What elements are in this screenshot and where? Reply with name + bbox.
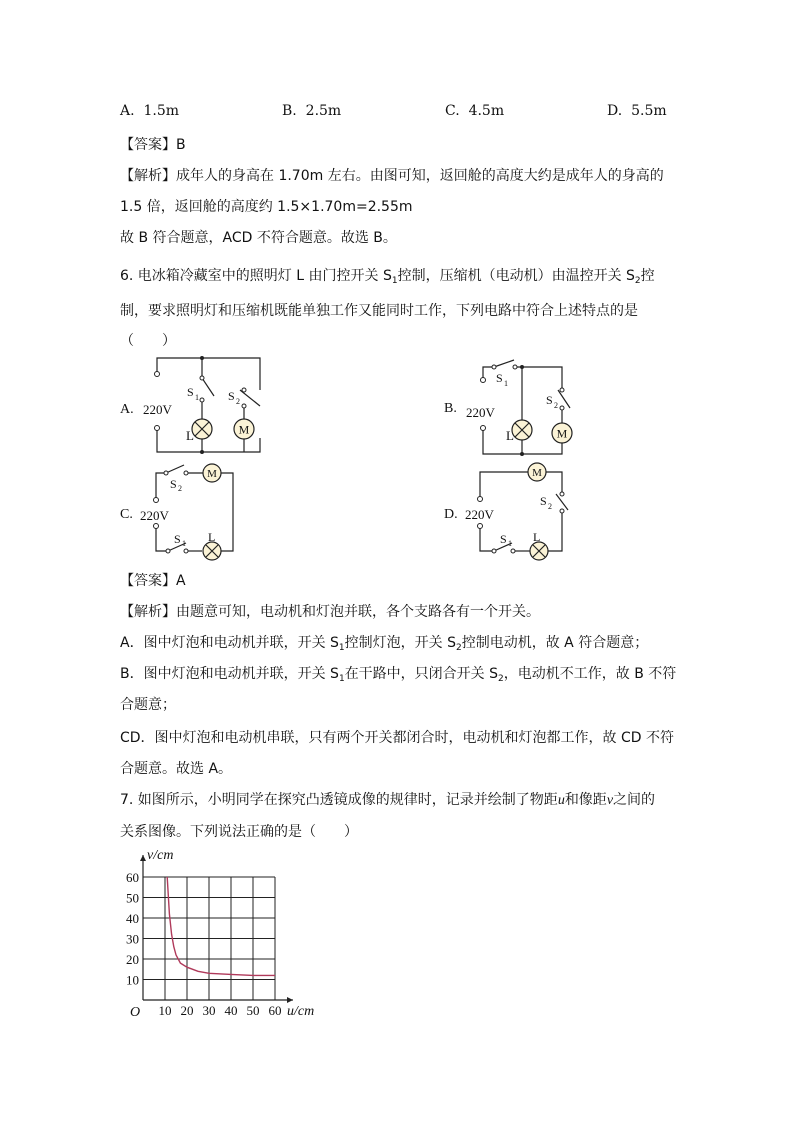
x-tick-label: 30 — [202, 1003, 216, 1018]
q5-option-b-value: 2.5m — [305, 103, 342, 119]
svg-text:S: S — [174, 532, 181, 546]
q6-answer: 【答案】A — [120, 573, 186, 589]
x-axis-arrow — [287, 997, 293, 1003]
q6-stem-line-3: （ ） — [120, 333, 176, 349]
q6-analysis-intro: 【解析】由题意可知，电动机和灯泡并联，各个支路各有一个开关。 — [120, 604, 540, 620]
svg-text:M: M — [207, 468, 217, 480]
origin-label: O — [130, 1005, 141, 1020]
svg-text:L: L — [533, 530, 541, 544]
q5-option-b — [282, 103, 341, 119]
q5-option-d-label: D. — [607, 103, 623, 119]
q6-stem-1a: 6. 电冰箱冷藏室中的照明灯 L 由门控开关 S — [120, 268, 392, 284]
x-axis-label: u/cm — [287, 1004, 315, 1019]
x-tick-label: 60 — [268, 1003, 282, 1018]
motor-icon — [203, 464, 221, 482]
motor-icon — [234, 419, 254, 439]
q6-analysis-b-cont: 合题意； — [120, 697, 176, 713]
y-tick-label: 50 — [126, 890, 139, 906]
svg-text:L: L — [208, 530, 216, 544]
label-c: C. — [120, 507, 133, 522]
x-tick-label: 50 — [246, 1003, 260, 1018]
lamp-icon — [530, 542, 548, 560]
y-tick-label: 30 — [126, 931, 139, 947]
q5-option-d-value: 5.5m — [631, 103, 667, 119]
svg-text:M: M — [238, 422, 250, 437]
voltage-label: 220V — [143, 402, 172, 417]
svg-text:S: S — [170, 477, 177, 491]
y-tick-label: 60 — [126, 870, 139, 885]
q5-analysis-line-1: 【解析】成年人的身高在 1.70m 左右。由图可知，返回舱的高度大约是成年人的身高的 — [120, 168, 664, 184]
motor-icon — [552, 423, 572, 443]
svg-text:1: 1 — [504, 379, 508, 388]
lamp-icon — [512, 420, 532, 440]
svg-text:220V: 220V — [465, 507, 494, 522]
y-axis-label: v/cm — [147, 848, 174, 863]
label-a: A. — [120, 402, 134, 417]
q5-analysis-line-2: 1.5 倍，返回舱的高度约 1.5×1.70m=2.55m — [120, 199, 413, 215]
svg-text:M: M — [532, 467, 542, 479]
svg-text:S: S — [496, 371, 503, 385]
lamp-label: L — [186, 428, 194, 443]
q6-stem-line-1 — [120, 266, 655, 291]
q7-stem-line-2: 关系图像。下列说法正确的是（ ） — [120, 824, 358, 840]
svg-text:2: 2 — [554, 401, 558, 410]
y-axis-arrow — [140, 855, 146, 861]
lamp-icon — [192, 419, 212, 439]
q5-option-d — [607, 103, 667, 119]
label-d: D. — [444, 507, 458, 522]
q6-analysis-a: A．图中灯泡和电动机并联，开关 $S_1$控制灯泡，开关 $S_2$控制电动机，故 A 符合题意； — [120, 635, 649, 653]
q6-stem-1b: 控制，压缩机（电动机）由温控开关 S — [397, 268, 635, 284]
svg-text:220V: 220V — [466, 405, 495, 420]
x-tick-label: 10 — [158, 1003, 172, 1018]
svg-text:S: S — [546, 393, 553, 407]
y-tick-label: 10 — [126, 972, 139, 988]
lamp-icon — [203, 542, 221, 560]
svg-text:S: S — [187, 385, 194, 399]
svg-text:2: 2 — [548, 502, 552, 511]
x-tick-label: 40 — [224, 1003, 238, 1018]
x-tick-label: 20 — [180, 1003, 194, 1018]
q6-analysis-cd: CD．图中灯泡和电动机串联，只有两个开关都闭合时，电动机和灯泡都工作，故 CD 不符 — [120, 730, 675, 746]
q5-answer: 【答案】B — [120, 137, 186, 153]
circuit-a-diagram — [110, 350, 280, 460]
y-tick-label: 20 — [126, 952, 139, 967]
q5-option-a — [120, 103, 179, 119]
q5-option-b-label: B. — [282, 103, 297, 119]
circuit-b-diagram — [438, 352, 608, 462]
q5-analysis-line-3: 故 B 符合题意，ACD 不符合题意。故选 B。 — [120, 230, 397, 246]
q6-analysis-cd-cont: 合题意。故选 A。 — [120, 761, 233, 777]
motor-icon — [528, 463, 546, 481]
q7-stem-line-1: 7. 如图所示，小明同学在探究凸透镜成像的规律时，记录并绘制了物距u和像距v之间的 — [120, 792, 656, 808]
q6-analysis-b: B．图中灯泡和电动机并联，开关 $S_1$在干路中，只闭合开关 $S_2$，电动机不工作，故 B 不符 — [120, 666, 677, 684]
svg-text:S: S — [540, 494, 547, 508]
circuit-c-diagram — [110, 460, 280, 560]
svg-text:2: 2 — [178, 484, 182, 493]
svg-text:L: L — [506, 428, 514, 443]
q5-option-c — [445, 103, 504, 119]
q6-stem-sub2: 2 — [634, 276, 641, 286]
q5-option-a-label: A. — [120, 103, 135, 119]
uv-graph — [110, 840, 340, 1020]
circuit-d-diagram — [438, 460, 608, 560]
svg-text:220V: 220V — [140, 508, 169, 523]
svg-text:2: 2 — [236, 397, 240, 406]
q6-stem-line-2: 制，要求照明灯和压缩机既能单独工作又能同时工作，下列电路中符合上述特点的是 — [120, 303, 638, 319]
y-tick-label: 40 — [126, 911, 139, 926]
svg-text:S: S — [228, 389, 235, 403]
svg-text:1: 1 — [508, 539, 512, 548]
q6-stem-sub1: 1 — [391, 276, 398, 286]
uv-curve — [167, 877, 275, 975]
svg-text:1: 1 — [195, 393, 199, 402]
svg-text:1: 1 — [182, 539, 186, 548]
label-b: B. — [444, 401, 457, 416]
q5-option-c-label: C. — [445, 103, 460, 119]
q5-option-c-value: 4.5m — [468, 103, 505, 119]
svg-text:M: M — [556, 426, 568, 441]
q5-option-a-value: 1.5m — [143, 103, 180, 119]
q6-stem-1c: 控 — [640, 268, 655, 284]
svg-text:S: S — [500, 532, 507, 546]
